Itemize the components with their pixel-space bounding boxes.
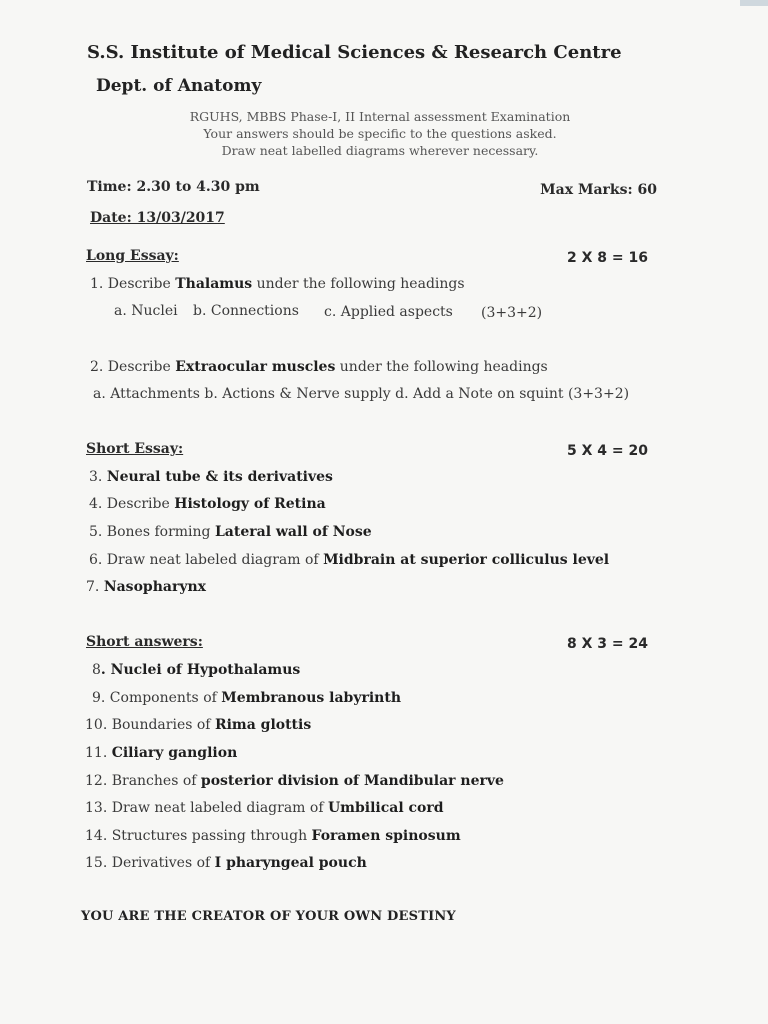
question-11-topic: Ciliary ganglion — [111, 745, 238, 761]
question-3 — [89, 469, 333, 485]
question-1-sub-a: a. Nuclei — [114, 303, 178, 319]
question-2-subparts: a. Attachments b. Actions & Nerve supply d. Add a Note on squint (3+3+2) — [93, 386, 630, 402]
question-11-prefix: 11. — [85, 745, 112, 761]
exam-name: RGUHS, MBBS Phase-I, II Internal assessment Examination — [189, 109, 571, 124]
question-5 — [89, 524, 372, 540]
question-11 — [85, 745, 237, 761]
instruction-line-1: Your answers should be specific to the questions asked. — [203, 126, 557, 141]
question-1-suffix: under the following headings — [252, 276, 465, 292]
question-13 — [85, 800, 444, 816]
question-6-topic: Midbrain at superior colliculus level — [323, 552, 610, 568]
question-2 — [90, 359, 548, 375]
question-14 — [85, 828, 461, 844]
question-13-topic: Umbilical cord — [327, 800, 444, 816]
question-5-prefix: 5. Bones forming — [89, 524, 215, 540]
max-marks: Max Marks: 60 — [540, 182, 657, 198]
question-10-topic: Rima glottis — [214, 717, 312, 733]
short-essay-heading: Short Essay: — [86, 441, 184, 457]
question-5-topic: Lateral wall of Nose — [214, 524, 372, 540]
instruction-line-2: Draw neat labelled diagrams wherever necessary. — [221, 143, 539, 158]
question-3-topic: Neural tube & its derivatives — [106, 469, 333, 485]
question-1-sub-b: b. Connections — [193, 303, 299, 319]
long-essay-marks: 2 X 8 = 16 — [567, 250, 648, 266]
short-essay-marks: 5 X 4 = 20 — [567, 443, 648, 459]
footer-motto: YOU ARE THE CREATOR OF YOUR OWN DESTINY — [81, 909, 456, 924]
question-13-prefix: 13. Draw neat labeled diagram of — [85, 800, 328, 816]
question-2-suffix: under the following headings — [335, 359, 548, 375]
long-essay-heading: Long Essay: — [86, 248, 179, 264]
question-8 — [92, 662, 300, 678]
question-2-prefix: 2. Describe — [90, 359, 176, 375]
question-1-topic: Thalamus — [175, 276, 253, 292]
question-14-topic: Foramen spinosum — [311, 828, 461, 844]
question-8-topic: . Nuclei of Hypothalamus — [100, 662, 301, 678]
question-4-prefix: 4. Describe — [89, 496, 175, 512]
question-7 — [86, 579, 206, 595]
institute-title: S.S. Institute of Medical Sciences & Research Centre — [87, 42, 622, 63]
question-14-prefix: 14. Structures passing through — [85, 828, 312, 844]
question-7-topic: Nasopharynx — [103, 579, 206, 595]
question-9 — [92, 690, 401, 706]
question-7-prefix: 7. — [86, 579, 104, 595]
question-4 — [89, 496, 326, 512]
question-12-prefix: 12. Branches of — [85, 773, 201, 789]
question-3-prefix: 3. — [89, 469, 107, 485]
question-12 — [85, 773, 504, 789]
question-6 — [89, 552, 609, 568]
question-15 — [85, 855, 367, 871]
question-10-prefix: 10. Boundaries of — [85, 717, 215, 733]
exam-time: Time: 2.30 to 4.30 pm — [87, 179, 260, 195]
question-9-prefix: 9. Components of — [92, 690, 222, 706]
question-1-sub-c: c. Applied aspects — [324, 304, 453, 320]
question-2-topic: Extraocular muscles — [175, 359, 336, 375]
question-6-prefix: 6. Draw neat labeled diagram of — [89, 552, 324, 568]
question-1-prefix: 1. Describe — [90, 276, 176, 292]
short-answers-marks: 8 X 3 = 24 — [567, 636, 648, 652]
question-15-prefix: 15. Derivatives of — [85, 855, 215, 871]
question-1 — [90, 276, 465, 292]
short-answers-heading: Short answers: — [86, 634, 203, 650]
exam-date: Date: 13/03/2017 — [90, 210, 225, 226]
question-15-topic: I pharyngeal pouch — [214, 855, 367, 871]
scan-edge-mark — [740, 0, 768, 6]
question-4-topic: Histology of Retina — [174, 496, 326, 512]
department-title: Dept. of Anatomy — [96, 76, 262, 96]
question-8-prefix: 8 — [92, 662, 101, 678]
question-10 — [85, 717, 311, 733]
question-9-topic: Membranous labyrinth — [221, 690, 402, 706]
question-1-marks-split: (3+3+2) — [481, 305, 543, 321]
question-12-topic: posterior division of Mandibular nerve — [200, 773, 504, 789]
